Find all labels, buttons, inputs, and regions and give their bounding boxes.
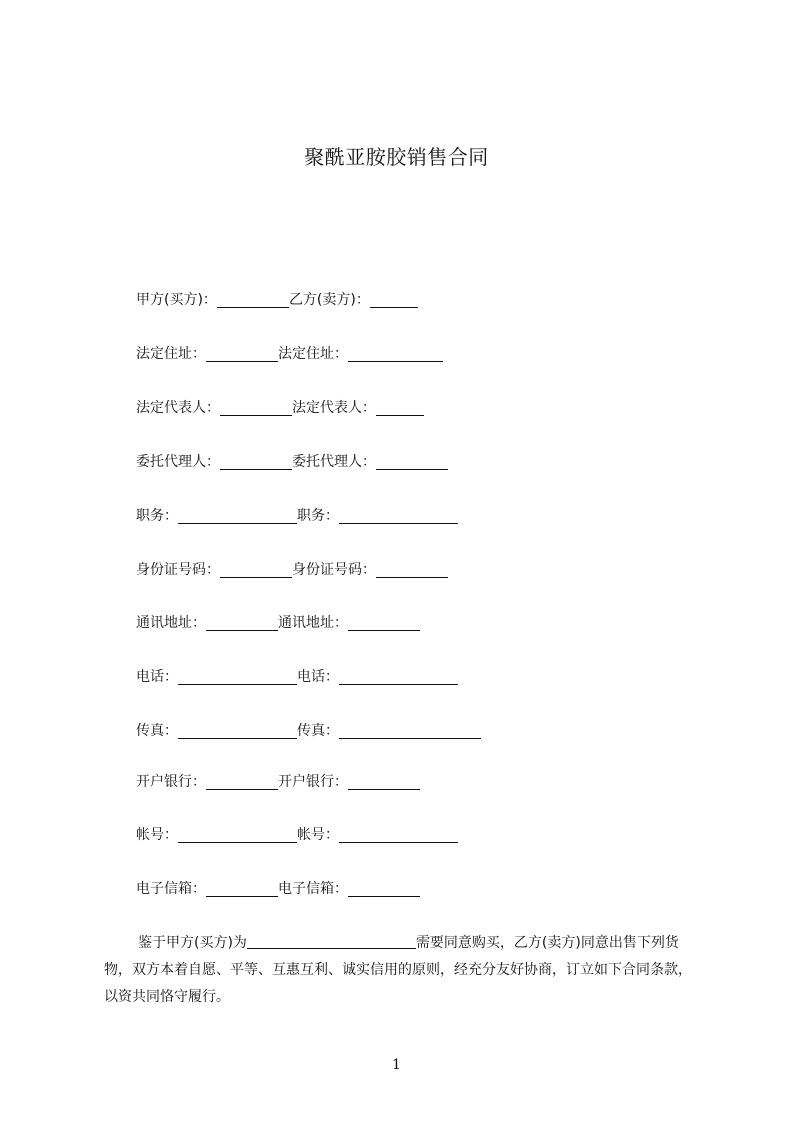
buyer-mailing-blank[interactable] xyxy=(206,615,278,631)
buyer-agent-label: 委托代理人： xyxy=(136,454,220,470)
seller-blank[interactable] xyxy=(370,292,418,308)
buyer-legal-rep-blank[interactable] xyxy=(220,400,292,416)
seller-account-label: 帐号： xyxy=(297,827,339,843)
document-title: 聚酰亚胺胶销售合同 xyxy=(304,145,489,169)
buyer-position-label: 职务： xyxy=(136,508,178,524)
paragraph-text-after: 需要同意购买，乙方(卖方)同意出售下列货物，双方本着自愿、平等、互惠互利、诚实信用的原则，经充分友好协商，订立如下合同条款，以资共同恪守履行。 xyxy=(104,935,692,1005)
position-row xyxy=(136,506,458,526)
seller-legal-rep-label: 法定代表人： xyxy=(292,400,376,416)
seller-agent-label: 委托代理人： xyxy=(292,454,376,470)
seller-phone-label: 电话： xyxy=(297,669,339,685)
page-number: 1 xyxy=(392,1057,401,1073)
seller-address-label: 法定住址： xyxy=(278,346,348,362)
seller-fax-blank[interactable] xyxy=(339,723,481,739)
buyer-blank[interactable] xyxy=(217,292,289,308)
account-row xyxy=(136,825,458,845)
seller-agent-blank[interactable] xyxy=(376,454,448,470)
buyer-legal-rep-label: 法定代表人： xyxy=(136,400,220,416)
buyer-email-label: 电子信箱： xyxy=(136,881,206,897)
seller-address-blank[interactable] xyxy=(348,346,443,362)
seller-bank-blank[interactable] xyxy=(348,774,420,790)
seller-account-blank[interactable] xyxy=(339,827,458,843)
preamble-paragraph xyxy=(104,930,699,1011)
seller-position-label: 职务： xyxy=(297,508,339,524)
seller-legal-rep-blank[interactable] xyxy=(376,400,424,416)
seller-label: 乙方(卖方)： xyxy=(288,292,370,308)
buyer-phone-blank[interactable] xyxy=(178,669,297,685)
seller-id-blank[interactable] xyxy=(376,562,448,578)
buyer-fax-label: 传真： xyxy=(136,723,178,739)
bank-row xyxy=(136,772,420,792)
seller-position-blank[interactable] xyxy=(339,508,458,524)
seller-email-label: 电子信箱： xyxy=(278,881,348,897)
seller-fax-label: 传真： xyxy=(297,723,339,739)
seller-email-blank[interactable] xyxy=(348,881,420,897)
seller-phone-blank[interactable] xyxy=(339,669,458,685)
buyer-agent-blank[interactable] xyxy=(220,454,292,470)
legal-rep-row xyxy=(136,398,424,418)
buyer-mailing-label: 通讯地址： xyxy=(136,615,206,631)
buyer-address-label: 法定住址： xyxy=(136,346,206,362)
address-row xyxy=(136,344,443,364)
seller-mailing-label: 通讯地址： xyxy=(278,615,348,631)
buyer-email-blank[interactable] xyxy=(206,881,278,897)
fax-row xyxy=(136,721,481,741)
mailing-address-row xyxy=(136,613,420,633)
phone-row xyxy=(136,667,458,687)
id-number-row xyxy=(136,560,448,580)
buyer-address-blank[interactable] xyxy=(206,346,278,362)
email-row xyxy=(136,879,420,899)
agent-row xyxy=(136,452,448,472)
buyer-bank-label: 开户银行： xyxy=(136,774,206,790)
seller-id-label: 身份证号码： xyxy=(292,562,376,578)
buyer-fax-blank[interactable] xyxy=(178,723,297,739)
seller-bank-label: 开户银行： xyxy=(278,774,348,790)
buyer-account-blank[interactable] xyxy=(178,827,297,843)
buyer-account-label: 帐号： xyxy=(136,827,178,843)
seller-mailing-blank[interactable] xyxy=(348,615,420,631)
buyer-position-blank[interactable] xyxy=(178,508,297,524)
party-row-buyer-seller xyxy=(136,290,418,310)
buyer-bank-blank[interactable] xyxy=(206,774,278,790)
buyer-id-label: 身份证号码： xyxy=(136,562,220,578)
paragraph-text-before: 鉴于甲方(买方)为 xyxy=(138,935,247,951)
buyer-id-blank[interactable] xyxy=(220,562,292,578)
buyer-purpose-blank[interactable] xyxy=(247,933,416,949)
buyer-label: 甲方(买方)： xyxy=(136,292,217,308)
buyer-phone-label: 电话： xyxy=(136,669,178,685)
